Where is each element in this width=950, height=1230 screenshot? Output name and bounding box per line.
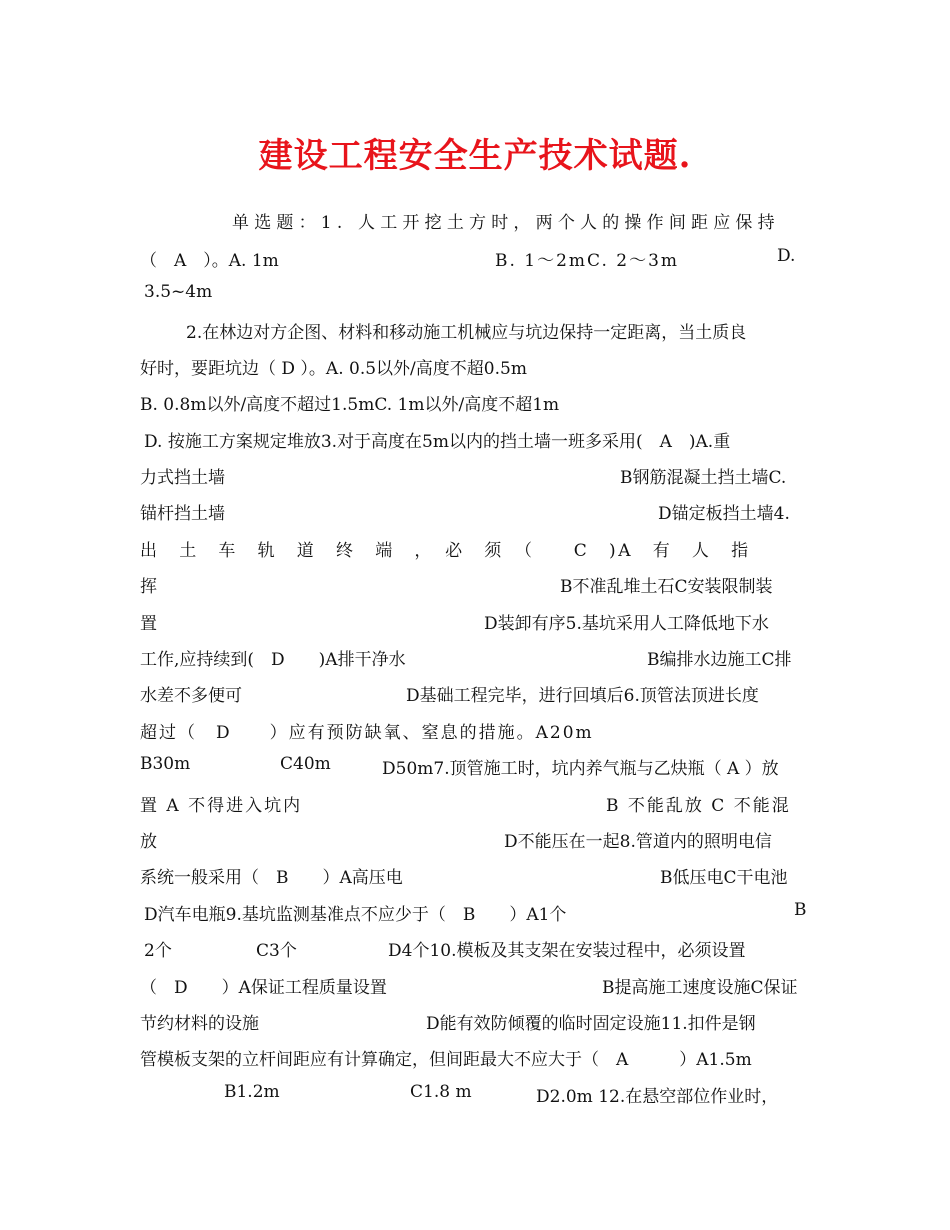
text-segment: 锚杆挡土墙 <box>140 504 225 524</box>
text-segment: B编排水边施工C排 <box>647 650 792 670</box>
text-segment: 2个 <box>144 941 172 961</box>
text-line <box>140 427 810 453</box>
text-line <box>140 318 810 344</box>
text-segment: B不准乱堆土石C安装限制装 <box>560 577 773 597</box>
text-segment: B 不能乱放 C 不能混 <box>606 796 791 816</box>
text-line <box>140 499 810 525</box>
text-line <box>140 1045 810 1071</box>
text-segment: D汽车电瓶9.基坑监测基准点不应少于（ B ）A1个 <box>144 905 567 925</box>
text-line <box>140 718 810 744</box>
text-line <box>140 463 810 489</box>
text-segment: B低压电C干电池 <box>660 868 788 888</box>
text-segment: D4个10.模板及其支架在安装过程中，必须设置 <box>388 941 746 961</box>
text-segment: B <box>794 900 807 920</box>
text-line <box>140 973 810 999</box>
text-line <box>140 1009 810 1035</box>
text-line <box>140 827 810 853</box>
text-segment: B提高施工速度设施C保证 <box>602 978 798 998</box>
text-segment: 管模板支架的立杆间距应有计算确定，但间距最大不应大于（ A ）A1.5m <box>140 1050 752 1070</box>
text-line <box>140 936 810 962</box>
text-line <box>140 246 810 272</box>
text-segment: 2.在林边对方企图、材料和移动施工机械应与坑边保持一定距离，当土质良 <box>186 323 747 343</box>
text-segment: D50m7.顶管施工时，坑内养气瓶与乙炔瓶（ A ）放 <box>382 759 779 779</box>
text-line <box>140 1082 810 1108</box>
text-line <box>140 681 810 707</box>
text-segment: D. 按施工方案规定堆放3.对于高度在5m以内的挡土墙一班多采用( A )A.重 <box>144 432 731 452</box>
text-line <box>140 863 810 889</box>
text-segment: 挥 <box>140 577 157 597</box>
text-line <box>140 791 810 817</box>
text-segment: B. 1～2mC. 2～3m <box>495 251 680 271</box>
text-segment: （ D ）A保证工程质量设置 <box>140 978 387 998</box>
text-line <box>140 572 810 598</box>
text-segment: D不能压在一起8.管道内的照明电信 <box>504 832 772 852</box>
text-segment: 3.5~4m <box>144 282 213 302</box>
text-segment: D基础工程完毕，进行回填后6.顶管法顶进长度 <box>406 686 759 706</box>
document-title: 建设工程安全生产技术试题. <box>258 136 692 176</box>
text-segment: 节约材料的设施 <box>140 1014 259 1034</box>
text-segment: D. <box>777 246 796 266</box>
text-segment: 置 <box>140 614 157 634</box>
text-line <box>140 754 810 780</box>
text-segment: C3个 <box>256 941 297 961</box>
text-segment: C1.8 m <box>410 1082 472 1102</box>
text-segment: B钢筋混凝土挡土墙C. <box>620 468 787 488</box>
text-segment: C40m <box>280 754 331 774</box>
text-segment: 放 <box>140 832 157 852</box>
text-line <box>140 609 810 635</box>
text-line <box>140 900 810 926</box>
text-segment: B30m <box>140 754 191 774</box>
text-line <box>140 354 810 380</box>
text-segment: 系统一般采用（ B ）A高压电 <box>140 868 403 888</box>
text-segment: 超过（ D ）应有预防缺氧、窒息的措施。A20m <box>140 723 594 743</box>
text-segment: （ A ）。A. 1m <box>140 251 279 271</box>
text-segment: D锚定板挡土墙4. <box>658 504 790 524</box>
text-line <box>140 282 810 308</box>
text-line <box>140 645 810 671</box>
text-segment: 好时，要距坑边（ D ）。A. 0.5以外/高度不超0.5m <box>140 359 527 379</box>
text-segment: 工作,应持续到( D )A排干净水 <box>140 650 406 670</box>
text-segment: 置 A 不得进入坑内 <box>140 796 303 816</box>
text-line <box>140 208 810 234</box>
text-segment: 力式挡土墙 <box>140 468 225 488</box>
text-line <box>140 536 810 562</box>
text-line <box>140 390 810 416</box>
text-segment: 单选题：1. 人工开挖土方时，两个人的操作间距应保持 <box>232 213 780 233</box>
text-segment: 出 土 车 轨 道 终 端 ， 必 须 （ C )A 有 人 指 <box>140 541 751 561</box>
text-segment: D能有效防倾覆的临时固定设施11.扣件是钢 <box>426 1014 756 1034</box>
text-segment: D装卸有序5.基坑采用人工降低地下水 <box>484 614 769 634</box>
text-segment: 水差不多便可 <box>140 686 242 706</box>
text-segment: B. 0.8m以外/高度不超过1.5mC. 1m以外/高度不超1m <box>140 395 560 415</box>
text-segment: D2.0m 12.在悬空部位作业时， <box>536 1087 779 1107</box>
text-segment: B1.2m <box>224 1082 280 1102</box>
